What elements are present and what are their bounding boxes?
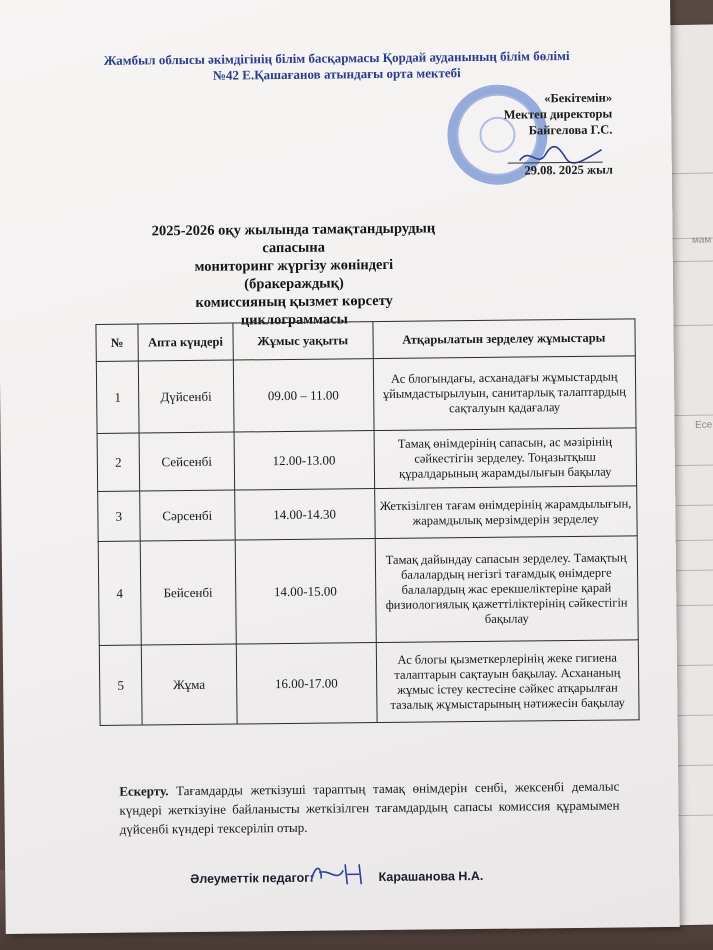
director-title: Мектеп директоры: [503, 106, 613, 122]
column-header-number: №: [96, 324, 138, 361]
column-header-tasks: Атқарылатын зерделеу жұмыстары: [372, 319, 635, 359]
org-line-1: Жамбыл облысы әкімдігінің білім басқармасы Қордай ауданының білім бөлімі: [103, 47, 570, 68]
row-time: 14.00-14.30: [234, 489, 374, 540]
approval-label: «Бекітемін»: [544, 90, 613, 106]
footer-name: Карашанова Н.А.: [378, 868, 484, 885]
row-day: Бейсенбі: [140, 540, 236, 645]
row-time: 09.00 – 11.00: [233, 359, 373, 432]
pedagogue-signature: [307, 858, 369, 889]
background-sheet-fragment: мам: [691, 234, 712, 246]
note-paragraph: [119, 777, 620, 839]
title-line: циклограммасы: [240, 311, 348, 329]
footer-role: Әлеуметтік педагог:: [190, 870, 314, 887]
director-name: Байгелова Г.С.: [528, 122, 613, 138]
table-row: [97, 428, 637, 492]
row-time: 16.00-17.00: [236, 643, 377, 724]
row-day: Сәрсенбі: [140, 490, 235, 541]
table-row: [98, 486, 637, 542]
table-row: [99, 640, 639, 726]
note-label: Ескерту.: [119, 783, 169, 799]
director-signature: [516, 142, 606, 171]
approval-date: 29.08. 2025 жыл: [524, 162, 613, 178]
row-task: Ас блогы қызметкерлерінің жеке гигиена талаптарын сақтауын бақылау. Асхананың жұмыс істеу кестесіне сәйкес атқарылған тазалық жұмыстарының нәтижесін бақылау: [376, 640, 639, 723]
column-header-time: Жұмыс уақыты: [233, 322, 373, 360]
table-row: [96, 356, 636, 434]
row-time: 12.00-13.00: [234, 431, 374, 490]
row-number: 1: [96, 361, 139, 433]
title-line: 2025-2026 оқу жылында тамақтандырудың сапасына: [151, 220, 436, 257]
note-text: Тағамдарды жеткізуші тараптың тамақ өнімдерін сенбі, жексенбі демалыс күндері жеткізуіне байланысты жеткізілген тағамдардың сапасы комиссия құрамымен дүйсенбі күндері тексеріліп отыр.: [119, 778, 620, 837]
table-row: [98, 536, 638, 646]
row-day: Сейсенбі: [139, 432, 234, 491]
row-day: Дүйсенбі: [138, 360, 234, 433]
title-line: комиссияның қызмет көрсету: [195, 292, 393, 311]
row-task: Тамақ дайындау сапасын зерделеу. Тамақтың балалардың негізгі тағамдық өнімдерге балалардың жас ерекшеліктеріне қарай физиологиялық қажеттіліктерінің сәйкестігін бақылау: [375, 536, 639, 643]
row-number: 3: [98, 491, 140, 541]
title-line: мониторинг жүргізу жөніндегі (бракераждық): [194, 256, 394, 293]
row-task: Жеткізілген тағам өнімдерінің жарамдылығын, жарамдылық мерзімдерін зерделеу: [374, 486, 637, 539]
row-day: Жұма: [141, 644, 237, 725]
column-header-days: Апта күндері: [138, 323, 233, 361]
row-task: Ас блогындағы, асханадағы жұмыстардың ұйымдастырылуын, санитарлық талаптардың сақталуын қадағалау: [373, 356, 636, 431]
row-number: 2: [97, 433, 140, 491]
row-number: 5: [99, 645, 142, 725]
row-task: Тамақ өнімдерінің сапасын, ас мәзірінің сәйкестігін зерделеу. Тоңазытқыш құралдарының жарамдылығын бақылау: [374, 428, 637, 489]
row-number: 4: [98, 541, 141, 645]
schedule-table: [95, 318, 639, 726]
background-sheet-fragment: Есе: [695, 419, 713, 431]
row-time: 14.00-15.00: [235, 539, 376, 644]
table-header-row: [96, 319, 635, 362]
org-line-2: №42 Е.Қашағанов атындағы орта мектебі: [212, 65, 461, 83]
document-title: [148, 219, 439, 330]
